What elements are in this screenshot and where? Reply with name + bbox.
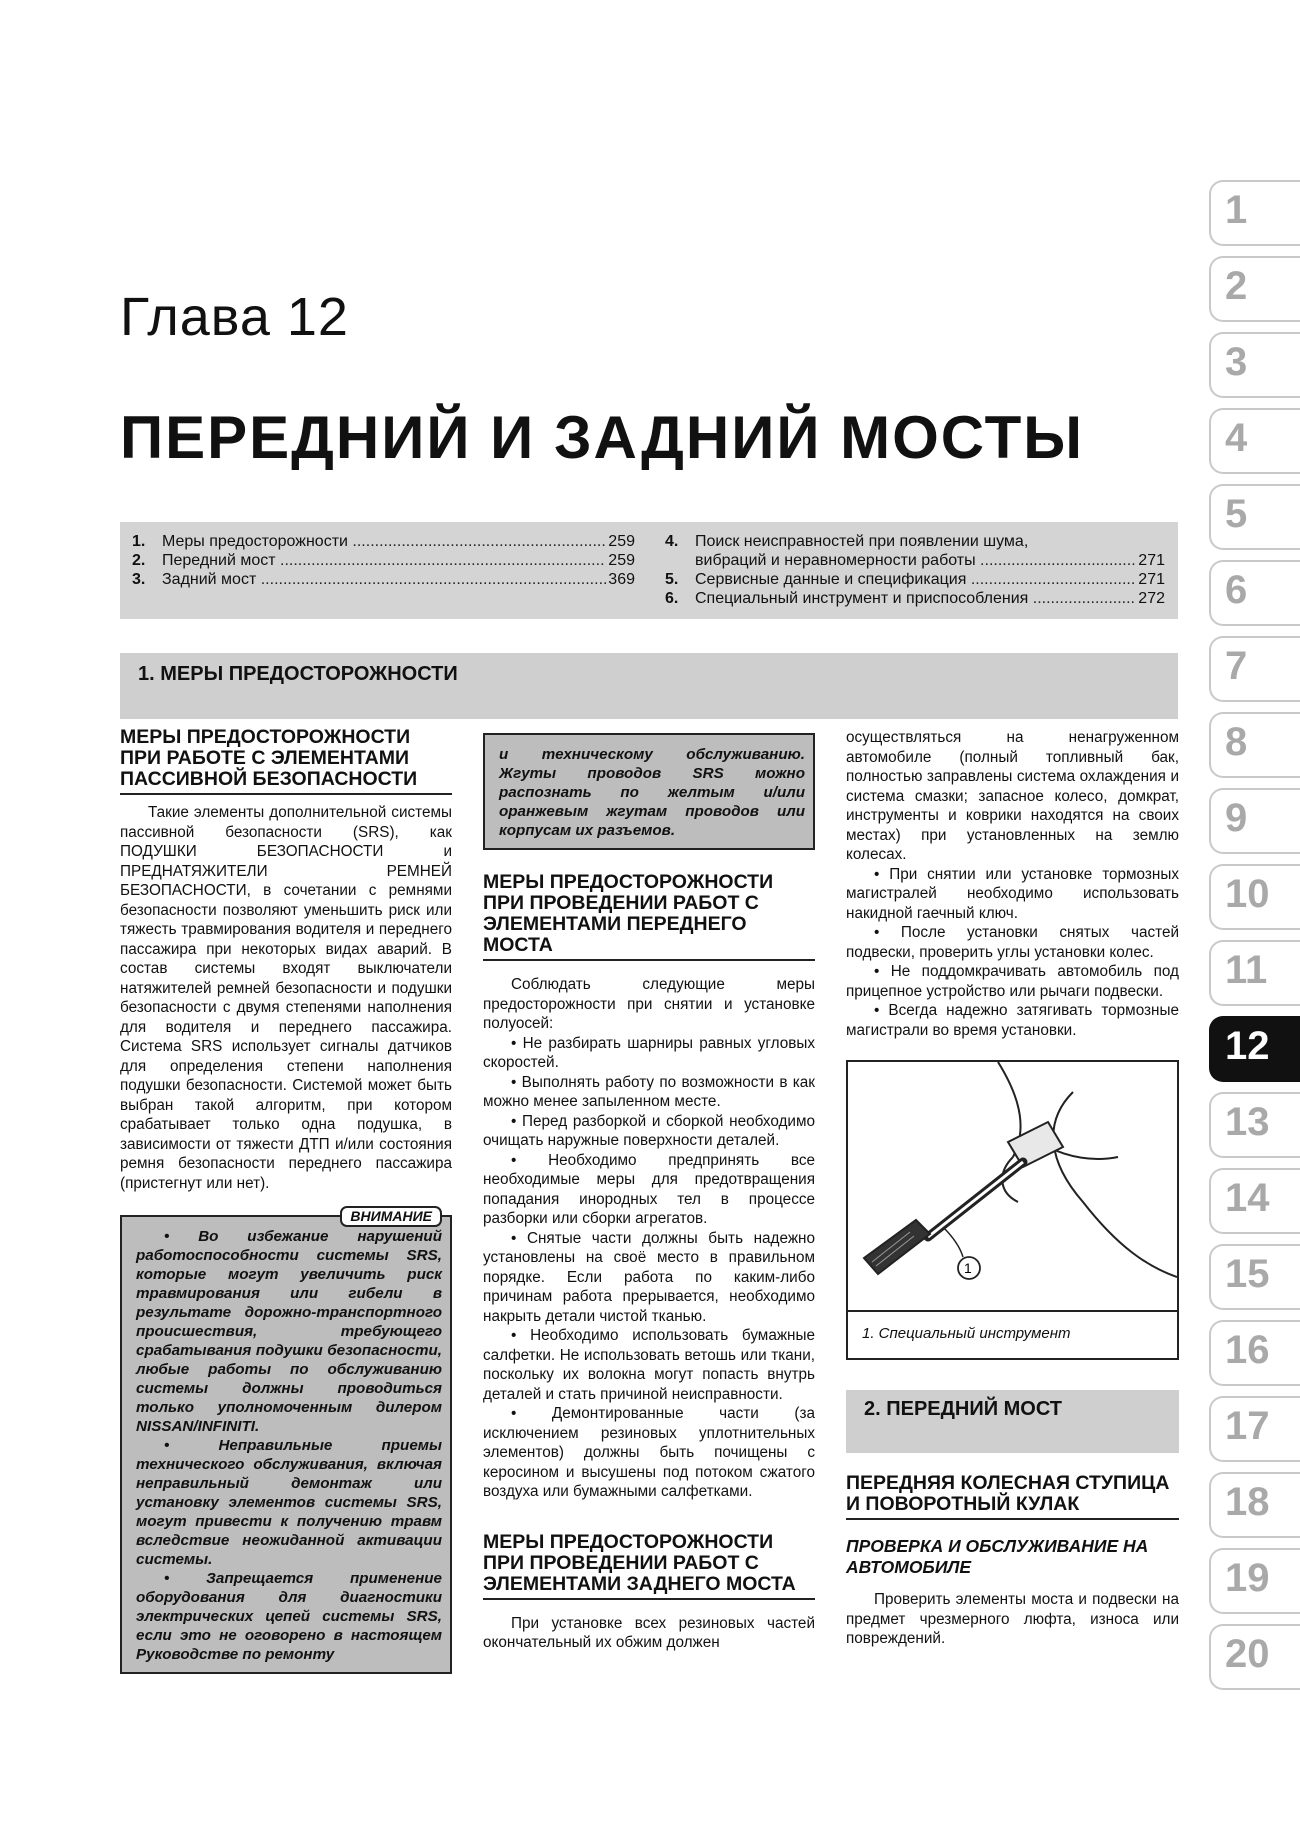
bullet-item: • Не разбирать шарниры равных угловых скоростей. — [483, 1034, 815, 1073]
figure-caption: 1. Специальный инструмент — [848, 1310, 1177, 1358]
chapter-contents — [120, 522, 1178, 619]
bullet-item: • Перед разборкой и сборкой необходимо очищать наружные поверхности деталей. — [483, 1112, 815, 1151]
bullet-item: • Необходимо использовать бумажные салфетки. Не использовать ветошь или ткани, поскольку их волокна могут попасть внутрь деталей и стать причиной неисправности. — [483, 1326, 815, 1404]
text-column-2 — [483, 733, 815, 1653]
paragraph: осуществляться на ненагруженном автомобиле (полный топливный бак, полностью заправлены система охлаждения и система смазки; запасное колесо, домкрат, инструменты и коврики находятся на своих местах) при установленных на землю колесах. — [846, 729, 1179, 863]
chapter-title: ПЕРЕДНИЙ И ЗАДНИЙ МОСТЫ — [120, 404, 1084, 471]
bullet-item: • Не поддомкрачивать автомобиль под прицепное устройство или рычаги подвески. — [846, 962, 1179, 1001]
chapter-tab-14[interactable]: 14 — [1209, 1168, 1300, 1234]
chapter-tab-12[interactable]: 12 — [1209, 1016, 1300, 1082]
text-column-3 — [846, 728, 1179, 1649]
chapter-tab-15[interactable]: 15 — [1209, 1244, 1300, 1310]
chapter-tab-16[interactable]: 16 — [1209, 1320, 1300, 1386]
bullet-item: • Всегда надежно затягивать тормозные магистрали во время установки. — [846, 1001, 1179, 1040]
chapter-tab-2[interactable]: 2 — [1209, 256, 1300, 322]
paragraph: Проверить элементы моста и подвески на предмет чрезмерного люфта, износа или повреждений. — [846, 1591, 1179, 1647]
chapter-label: Глава 12 — [120, 287, 349, 347]
paragraph: Соблюдать следующие меры предосторожности при снятии и установке полуосей: — [483, 976, 815, 1032]
chapter-tab-13[interactable]: 13 — [1209, 1092, 1300, 1158]
toc-entry[interactable]: 4. Поиск неисправностей при появлении шума, — [665, 533, 1029, 550]
section-heading: МЕРЫ ПРЕДОСТОРОЖНОСТИ ПРИ РАБОТЕ С ЭЛЕМЕНТАМИ ПАССИВНОЙ БЕЗОПАСНОСТИ — [120, 727, 452, 795]
warning-item: и техническому обслуживанию. Жгуты проводов SRS можно распознать по желтым и/или оранжевым жгутам проводов или корпусам их разъемов. — [499, 746, 805, 839]
chapter-tab-9[interactable]: 9 — [1209, 788, 1300, 854]
toc-entry[interactable]: 6. Специальный инструмент и приспособления ..... 272 — [665, 589, 1165, 608]
warning-box-continuation — [483, 733, 815, 850]
toc-entry-continuation[interactable]: вибраций и неравномерности работы ..... 271 — [665, 551, 1165, 570]
bullet-item: • Демонтированные части (за исключением резиновых уплотнительных элементов) должны быть почищены с керосином и высушены под потоком сжатого воздуха или бумажными салфетками. — [483, 1404, 815, 1502]
text-column-1 — [120, 727, 452, 1674]
warning-item: • Во избежание нарушений работоспособности системы SRS, которые могут увеличить риск травмирования или гибели в результате дорожно-транспортного происшествия, требующего срабатывания подушки безопасности, любые работы по обслуживанию системы должны проводиться только уполномоченным дилером NISSAN/INFINITI. — [136, 1227, 442, 1436]
warning-box — [120, 1208, 452, 1674]
toc-entry[interactable]: 2. Передний мост ..... 259 — [132, 551, 635, 570]
bullet-item: • После установки снятых частей подвески, проверить углы установки колес. — [846, 923, 1179, 962]
toc-entry[interactable]: 1. Меры предосторожности ..... 259 — [132, 532, 635, 551]
chapter-tab-3[interactable]: 3 — [1209, 332, 1300, 398]
chapter-tab-5[interactable]: 5 — [1209, 484, 1300, 550]
toc-left-column — [132, 532, 635, 589]
toc-entry[interactable]: 3. Задний мост ..... 369 — [132, 570, 635, 589]
bullet-item: • Выполнять работу по возможности в как можно менее запыленном месте. — [483, 1073, 815, 1112]
chapter-tab-20[interactable]: 20 — [1209, 1624, 1300, 1690]
toc-entry[interactable]: 5. Сервисные данные и спецификация ..... 271 — [665, 570, 1165, 589]
chapter-tab-11[interactable]: 11 — [1209, 940, 1300, 1006]
tool-figure — [846, 1060, 1179, 1360]
section-heading: МЕРЫ ПРЕДОСТОРОЖНОСТИ ПРИ ПРОВЕДЕНИИ РАБОТ С ЭЛЕМЕНТАМИ ЗАДНЕГО МОСТА — [483, 1532, 815, 1600]
section-heading: МЕРЫ ПРЕДОСТОРОЖНОСТИ ПРИ ПРОВЕДЕНИИ РАБОТ С ЭЛЕМЕНТАМИ ПЕРЕДНЕГО МОСТА — [483, 872, 815, 961]
section-heading: ПЕРЕДНЯЯ КОЛЕСНАЯ СТУПИЦА И ПОВОРОТНЫЙ КУЛАК — [846, 1473, 1179, 1520]
bullet-item: • При снятии или установке тормозных магистралей необходимо использовать накидной гаечный ключ. — [846, 865, 1179, 924]
warning-item: • Запрещается применение оборудования для диагностики электрических цепей системы SRS, если это не оговорено в настоящем Руководстве по ремонту — [136, 1569, 442, 1664]
section-2-header: 2. ПЕРЕДНИЙ МОСТ — [846, 1390, 1179, 1453]
subsection-heading: ПРОВЕРКА И ОБСЛУЖИВАНИЕ НА АВТОМОБИЛЕ — [846, 1536, 1149, 1577]
callout-label: 1 — [964, 1260, 972, 1276]
chapter-tab-4[interactable]: 4 — [1209, 408, 1300, 474]
bullet-item: • Необходимо предпринять все необходимые меры для предотвращения попадания инородных тел в процессе разборки или сборки агрегатов. — [483, 1151, 815, 1229]
chapter-tab-7[interactable]: 7 — [1209, 636, 1300, 702]
chapter-tab-18[interactable]: 18 — [1209, 1472, 1300, 1538]
chapter-tab-17[interactable]: 17 — [1209, 1396, 1300, 1462]
chapter-tab-19[interactable]: 19 — [1209, 1548, 1300, 1614]
chapter-tab-1[interactable]: 1 — [1209, 180, 1300, 246]
toc-right-column — [665, 532, 1165, 608]
warning-badge: ВНИМАНИЕ — [340, 1206, 442, 1227]
chapter-tab-10[interactable]: 10 — [1209, 864, 1300, 930]
chapter-tab-8[interactable]: 8 — [1209, 712, 1300, 778]
bullet-item: • Снятые части должны быть надежно установлены на своё место в правильном порядке. Если работа по каким-либо причинам работа прерывается, необходимо накрыть детали чистой тканью. — [483, 1229, 815, 1327]
paragraph: При установке всех резиновых частей окончательный их обжим должен — [483, 1614, 815, 1651]
paragraph: Такие элементы дополнительной системы пассивной безопасности (SRS), как ПОДУШКИ БЕЗОПАСНОСТИ и ПРЕДНАТЯЖИТЕЛИ РЕМНЕЙ БЕЗОПАСНОСТИ, в сочетании с ремнями безопасности позволяют уменьшить риск или тяжесть травмирования водителя и переднего пассажира при некоторых видах аварий. В состав системы входят выключатели натяжителей ремней безопасности и подушки безопасности с двумя степенями наполнения для водителя и переднего пассажира. Система SRS использует сигналы датчиков для определения степени наполнения подушки безопасности. Системой может быть выбран такой алгоритм, при котором срабатывает только одна подушка, в зависимости от тяжести ДТП и/или состояния ремня безопасности переднего пассажира (пристегнут или нет). — [120, 804, 452, 1192]
section-1-header: 1. МЕРЫ ПРЕДОСТОРОЖНОСТИ — [120, 653, 1178, 719]
warning-item: • Неправильные приемы технического обслуживания, включая неправильный демонтаж или установку элементов системы SRS, могут привести к получению травм вследствие неожиданной активации системы. — [136, 1436, 442, 1569]
special-tool-illustration — [848, 1062, 1177, 1312]
chapter-tab-6[interactable]: 6 — [1209, 560, 1300, 626]
